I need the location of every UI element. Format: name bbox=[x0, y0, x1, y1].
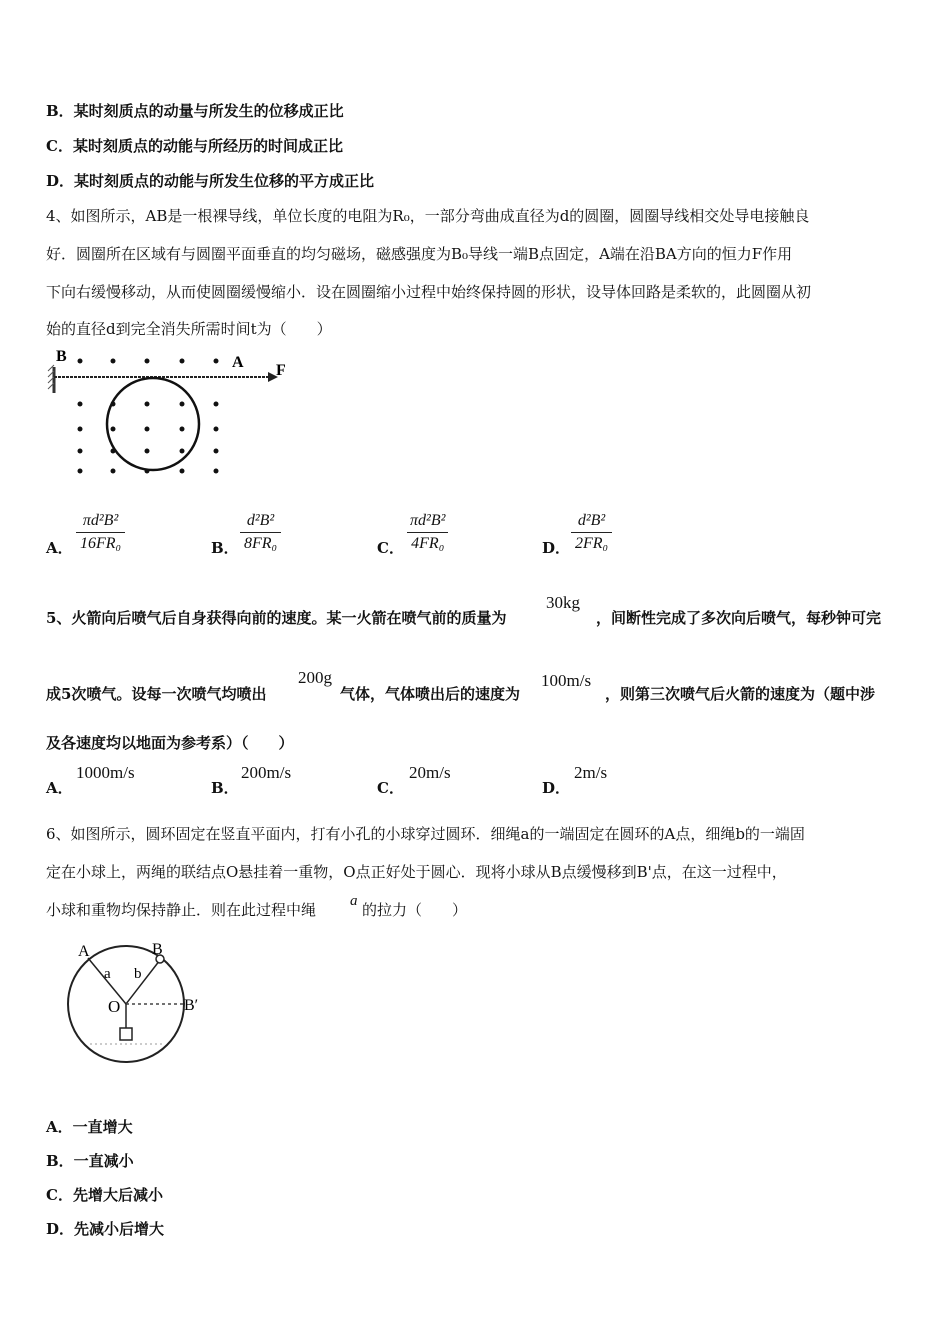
rope-b-line bbox=[126, 960, 160, 1004]
q6-stem-line1: 6、如图所示，圆环固定在竖直平面内，打有小孔的小球穿过圆环．细绳a的一端固定在圆环的A点，细绳b的一端固 bbox=[46, 825, 805, 843]
fraction-numerator: d²B² bbox=[577, 512, 606, 529]
ring-label-b-point: B bbox=[152, 941, 163, 958]
label-a: A bbox=[232, 354, 244, 371]
q4-option-d-label: D． bbox=[542, 539, 571, 557]
q5-option-a-value: 1000m/s bbox=[76, 763, 135, 782]
q4-stem-line1: 4、如图所示，AB是一根裸导线，单位长度的电阻为R₀，一部分弯曲成直径为d的圆圈，圆圈导线相交处导电接触良 bbox=[46, 207, 810, 225]
fraction-numerator: πd²B² bbox=[410, 512, 446, 529]
label-b: B bbox=[56, 348, 67, 365]
q5-stem-line2-a: 成5次喷气。设每一次喷气均喷出 bbox=[46, 685, 267, 703]
hanging-weight bbox=[120, 1028, 132, 1040]
q3-option-d: D．某时刻质点的动能与所发生位移的平方成正比 bbox=[46, 172, 375, 190]
wire-loop-circle bbox=[107, 378, 199, 470]
q5-stem-line1-a: 5、火箭向后喷气后自身获得向前的速度。某一火箭在喷气前的质量为 bbox=[46, 609, 507, 627]
q5-option-b-label: B． bbox=[211, 779, 239, 797]
q4-option-c-label: C． bbox=[377, 539, 404, 557]
q4-option-c-fraction bbox=[406, 512, 449, 553]
fraction-denominator: 16FR₀ bbox=[76, 532, 125, 553]
q5-option-b-value: 200m/s bbox=[241, 763, 292, 782]
q6-option-b: B．一直减小 bbox=[46, 1152, 134, 1170]
ring-label-rope-a: a bbox=[104, 966, 111, 982]
q5-gas-value: 200g bbox=[298, 668, 332, 687]
q6-option-d: D．先减小后增大 bbox=[46, 1220, 165, 1238]
ring-label-b-prime: B′ bbox=[184, 997, 199, 1014]
q4-option-d-fraction bbox=[571, 512, 612, 553]
q6-stem-line2: 定在小球上，两绳的联结点O悬挂着一重物，O点正好处于圆心．现将小球从B点缓慢移到B'点，在这一过程中， bbox=[46, 863, 787, 881]
q5-stem-line3: 及各速度均以地面为参考系）（ ） bbox=[46, 734, 294, 752]
q4-stem-line4: 始的直径d到完全消失所需时间t为（ ） bbox=[46, 320, 332, 338]
ring-label-a-point: A bbox=[78, 943, 90, 960]
q4-option-a-fraction bbox=[76, 512, 125, 553]
q5-mass-value: 30kg bbox=[546, 593, 580, 612]
label-f: F bbox=[276, 362, 286, 379]
fraction-denominator: 4FR₀ bbox=[407, 532, 448, 553]
q6-option-a: A．一直增大 bbox=[46, 1118, 133, 1136]
ring-label-o: O bbox=[108, 997, 121, 1016]
q3-option-c: C．某时刻质点的动能与所经历的时间成正比 bbox=[46, 137, 343, 155]
q4-stem-line2: 好．圆圈所在区域有与圆圈平面垂直的均匀磁场，磁感强度为B₀导线一端B点固定，A端在沿BA方向的恒力F作用 bbox=[46, 245, 793, 263]
q5-stem-line2-c: ，则第三次喷气后火箭的速度为（题中涉 bbox=[605, 685, 876, 703]
q5-option-c-label: C． bbox=[377, 779, 404, 797]
fraction-numerator: d²B² bbox=[246, 512, 275, 529]
q5-stem-line2-b: 气体，气体喷出后的速度为 bbox=[340, 685, 521, 703]
q6-stem-line3-a: 小球和重物均保持静止．则在此过程中绳 bbox=[46, 901, 317, 919]
q4-stem-line3: 下向右缓慢移动，从而使圆圈缓慢缩小．设在圆圈缩小过程中始终保持圆的形状，设导体回路是柔软的，此圆圈从初 bbox=[46, 283, 812, 301]
q5-option-d-value: 2m/s bbox=[574, 763, 608, 782]
q3-option-b: B．某时刻质点的动量与所发生的位移成正比 bbox=[46, 102, 344, 120]
fraction-denominator: 8FR₀ bbox=[240, 532, 281, 553]
q6-figure-ring bbox=[60, 938, 220, 1068]
q6-option-c: C．先增大后减小 bbox=[46, 1186, 163, 1204]
fraction-numerator: πd²B² bbox=[82, 512, 119, 529]
q6-stem-line3-b: 的拉力（ ） bbox=[362, 901, 468, 919]
q5-option-d-label: D． bbox=[542, 779, 571, 797]
q5-speed-value: 100m/s bbox=[541, 671, 592, 690]
q5-option-a-label: A． bbox=[46, 779, 73, 797]
ring-label-rope-b: b bbox=[134, 966, 142, 982]
q6-rope-a: a bbox=[350, 893, 358, 909]
q4-option-b-fraction bbox=[240, 512, 281, 553]
q5-option-c-value: 20m/s bbox=[409, 763, 451, 782]
fraction-denominator: 2FR₀ bbox=[571, 532, 612, 553]
q5-stem-line1-b: ，间断性完成了多次向后喷气，每秒钟可完 bbox=[596, 609, 882, 627]
q4-option-b-label: B． bbox=[211, 539, 239, 557]
q4-figure-magnetic-field bbox=[46, 345, 296, 485]
q4-option-a-label: A． bbox=[46, 539, 73, 557]
